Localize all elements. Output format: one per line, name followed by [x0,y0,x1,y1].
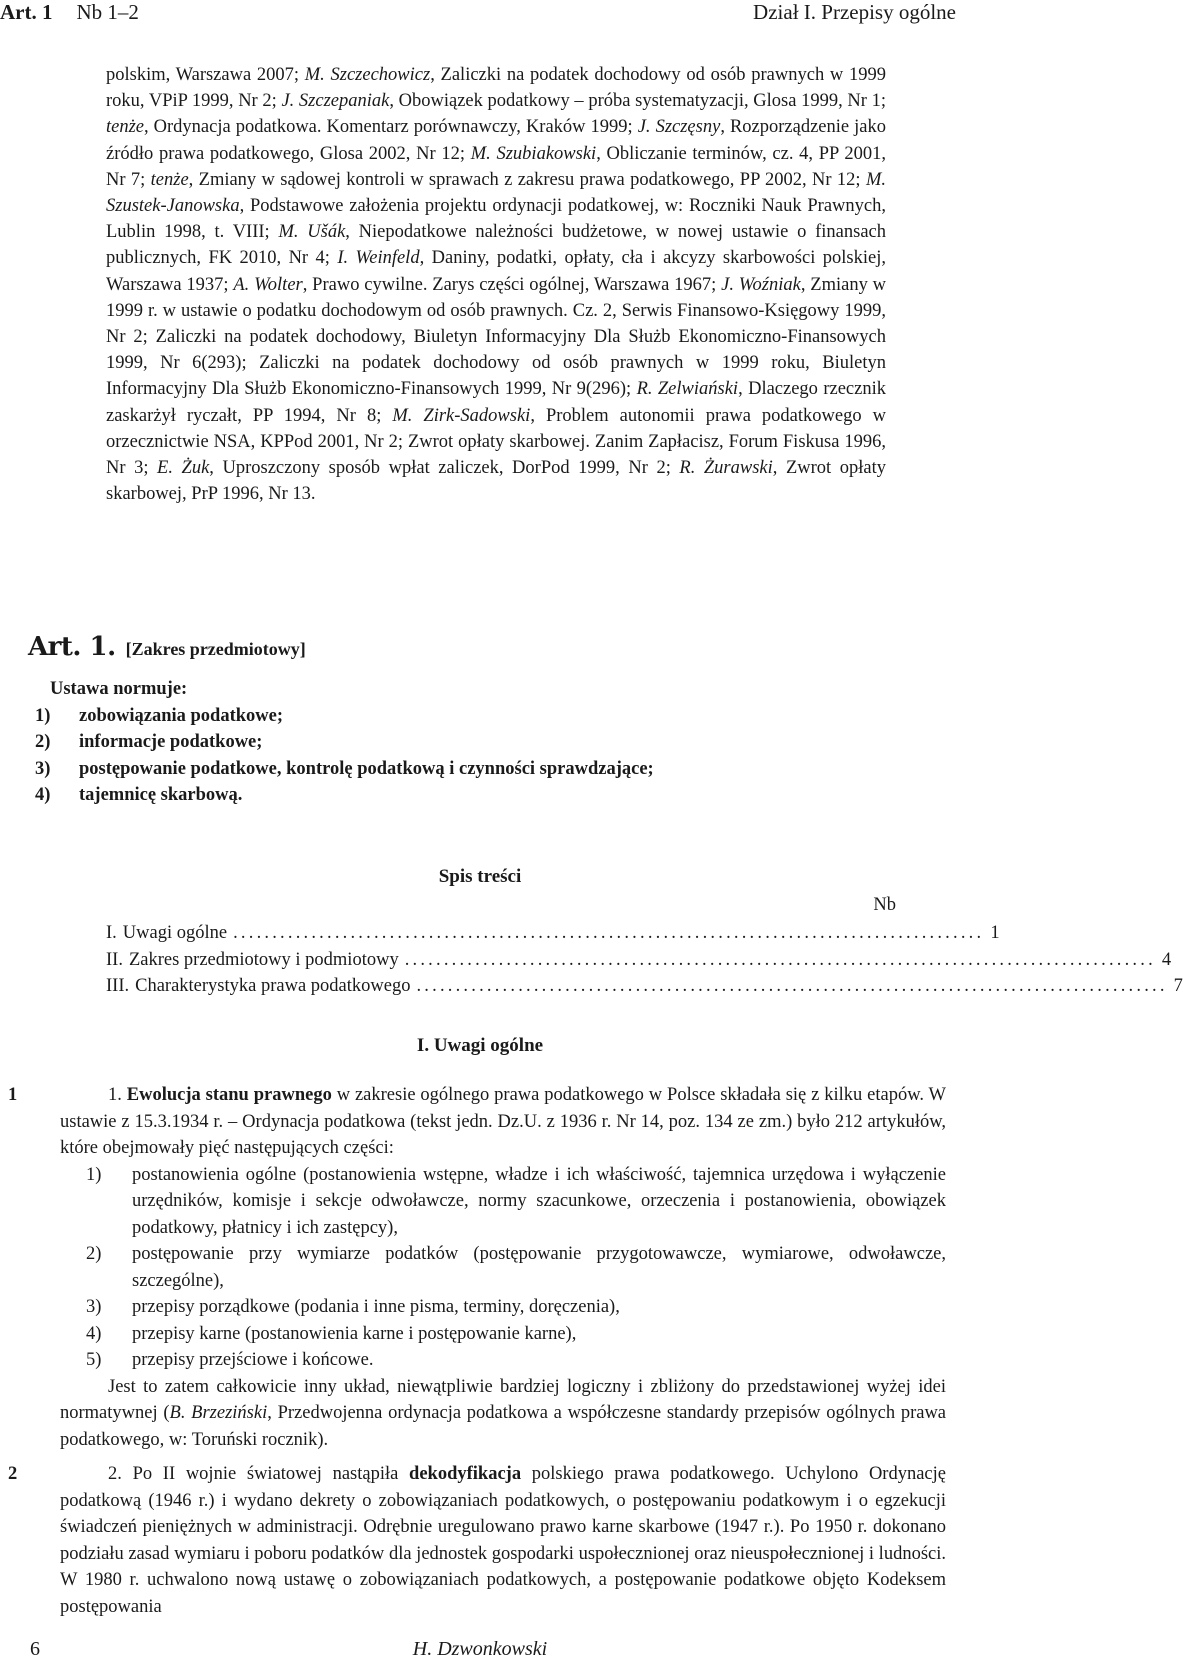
article-body [35,676,654,809]
paragraph-1 [8,1082,947,1453]
paragraph-2 [8,1461,946,1620]
header-nb: Nb 1–2 [76,0,139,24]
list-item: 5) przepisy przejściowe i końcowe. [86,1350,374,1370]
toc-leader: ................................................................................................ [404,949,1156,970]
footer-author: H. Dzwonkowski [412,1638,548,1660]
header-left [0,0,139,25]
bibliography [106,62,886,507]
bibliography-author: R. Żurawski [679,458,773,479]
bibliography-author: J. Szczepaniak [281,91,390,112]
toc-leader: ................................................................................................ [233,923,985,943]
list-item: 2) postępowanie przy wymiarze podatków (postępowanie przygotowawcze, wymiarowe, odwoławcze, szczególne), [86,1244,946,1291]
bibliography-author: tenże [106,117,145,138]
bibliography-text: , Rozporządzenie jako źródło prawa podatkowego, Glosa 2002, Nr 12; [106,117,886,164]
table-of-contents [106,920,1183,1000]
bibliography-text: , Zwrot opłaty skarbowej, PrP 1996, Nr 13. [106,458,886,505]
list-item: 4) przepisy karne (postanowienia karne i postępowanie karne), [86,1323,577,1344]
bibliography-author: I. Weinfeld [337,248,420,269]
paragraph-closing: Jest to zatem całkowicie inny układ, niewątpliwie bardziej logiczny i zbliżony do przedstawionej wyżej idei normatywnej (B. Brzeziński, Przedwojenna ordynacja podatkowa a współczesne standardy przepisów ogólnych prawa podatkowego, w: Toruński rocznik). [60,1376,947,1450]
article-title: [Zakres przedmiotowy] [125,639,306,659]
toc-row[interactable]: I. Uwagi ogólne ................................................................................................ 1 [106,920,896,947]
bibliography-author: M. Zirk-Sadowski [392,405,531,426]
bibliography-author: M. Szubiakowski [470,143,597,164]
header-section: Dział I. Przepisy ogólne [753,0,956,24]
bibliography-paragraph [106,62,886,507]
bibliography-author: J. Woźniak [721,274,801,295]
toc-title: Spis treści [438,866,522,887]
bibliography-text: polskim, Warszawa 2007; [106,65,305,85]
bibliography-text: , Daniny, podatki, opłaty, cła i akcyzy skarbowości polskiej, Warszawa 1937; [106,248,886,295]
bibliography-text: , Niepodatkowe należności budżetowe, w nowej ustawie o finansach publicznych, FK 2010, Nr 4; [106,222,886,269]
bibliography-text: , Zaliczki na podatek dochodowy od osób prawnych w 1999 roku, VPiP 1999, Nr 2; [106,65,886,112]
main-text [8,1082,947,1620]
bibliography-text: , Podstawowe założenia projektu ordynacji podatkowej, w: Roczniki Nauk Prawnych, Lublin 1998, t. VIII; [106,196,886,243]
bibliography-text: , Obowiązek podatkowy – próba systematyzacji, Glosa 1999, Nr 1; [389,91,886,112]
toc-leader: ................................................................................................ [416,976,1168,996]
paragraph-text: 2. Po II wojnie światowej nastąpiła dekodyfikacja polskiego prawa podatkowego. Uchylono Ordynację podatkową (1946 r.) i wydano dekrety o zobowiązaniach podatkowych, o postępowaniu podatkowym i o egzekucji świadczeń pieniężnych w administracji. Odrębnie uregulowano prawo karne skarbowe (1947 r.). Po 1950 r. dokonano podziału zasad wymiaru i poboru podatków dla jednostek gospodarki uspołecznionej oraz nieuspołecznionej i ludności. W 1980 r. uchwalono nową ustawę o zobowiązaniach podatkowych, a postępowanie podatkowe objęto Kodeksem postępowania [60,1464,946,1617]
article-label: Art. 1. [28,632,116,662]
article-heading [28,632,306,662]
bibliography-author: M. Szustek-Janowska [106,169,886,217]
bibliography-author: J. Szczęsny [637,117,721,138]
article-item: 2) informacje podatkowe; [35,732,263,752]
bibliography-text: , Prawo cywilne. Zarys części ogólnej, Warszawa 1967; [302,274,722,295]
bibliography-text: , Obliczanie terminów, cz. 4, PP 2001, Nr 7; [106,143,887,190]
paragraph-text: 1. Ewolucja stanu prawnego w zakresie ogólnego prawa podatkowego w Polsce składała się z kilku etapów. W ustawie z 15.3.1934 r. – Ordynacja podatkowa (tekst jedn. Dz.U. z 1936 r. Nr 14, poz. 134 ze zm.) było 212 artykułów, które obejmowały pięć następujących części: [60,1085,946,1158]
article-item: 1) zobowiązania podatkowe; [35,705,284,726]
bibliography-text: , Ordynacja podatkowa. Komentarz porównawczy, Kraków 1999; [144,117,638,138]
bibliography-author: E. Żuk [157,458,210,479]
bibliography-text: , Zmiany w sądowej kontroli w sprawach z zakresu prawa podatkowego, PP 2002, Nr 12; [188,169,866,190]
bibliography-text: , Uproszczony sposób wpłat zaliczek, DorPod 1999, Nr 2; [209,458,680,479]
list-item: 3) przepisy porządkowe (podania i inne pisma, terminy, doręczenia), [86,1297,620,1317]
toc-row[interactable]: III. Charakterystyka prawa podatkowego ................................................................................................ 7 [106,973,896,1000]
bibliography-author: M. Ušák [278,222,346,243]
page-number: 6 [30,1638,40,1660]
bibliography-text: , Zmiany w 1999 r. w ustawie o podatku dochodowym od osób prawnych. Cz. 2, Serwis Finansowo-Księgowy 1999, Nr 2; Zaliczki na podatek dochodowy, Biuletyn Informacyjny Dla Służb Ekonomiczno-Finansowych 1999, Nr 6(293); Zaliczki na podatek dochodowy od osób prawnych w 1999 roku, Biuletyn Informacyjny Dla Służb Ekonomiczno-Finansowych 1999, Nr 9(296); [106,274,886,400]
toc-row[interactable]: II. Zakres przedmiotowy i podmiotowy ................................................................................................ 4 [106,947,896,974]
bibliography-text: , Dlaczego rzecznik zaskarżył ryczałt, PP 1994, Nr 8; [106,379,886,426]
article-item: 3) postępowanie podatkowe, kontrolę podatkową i czynności sprawdzające; [35,758,654,779]
bibliography-text: , Problem autonomii prawa podatkowego w orzecznictwie NSA, KPPod 2001, Nr 2; Zwrot opłaty skarbowej. Zanim Zapłacisz, Forum Fiskusa 1996, Nr 3; [106,405,886,479]
bibliography-author: R. Zelwiański [636,379,739,400]
bibliography-author: A. Wolter [233,274,303,295]
margin-number: 1 [8,1085,18,1105]
list-item: 1) postanowienia ogólne (postanowienia wstępne, władze i ich właściwość, tajemnica urzędowa i wyłączenie urzędników, komisje i sekcje odwoławcze, normy szacunkowe, orzeczenia i postanowienia, obowiązek podatkowy, płatnicy i ich zastępcy), [86,1164,946,1238]
article-intro: Ustawa normuje: [50,679,188,699]
bibliography-author: tenże [150,169,189,190]
toc-nb-header: Nb [873,895,896,915]
section-title: I. Uwagi ogólne [416,1035,544,1056]
header-article: Art. 1 [0,0,53,24]
article-item: 4) tajemnicę skarbową. [35,785,243,805]
bibliography-author: M. Szczechowicz [304,65,431,85]
running-header [0,0,960,30]
margin-number: 2 [8,1464,18,1484]
